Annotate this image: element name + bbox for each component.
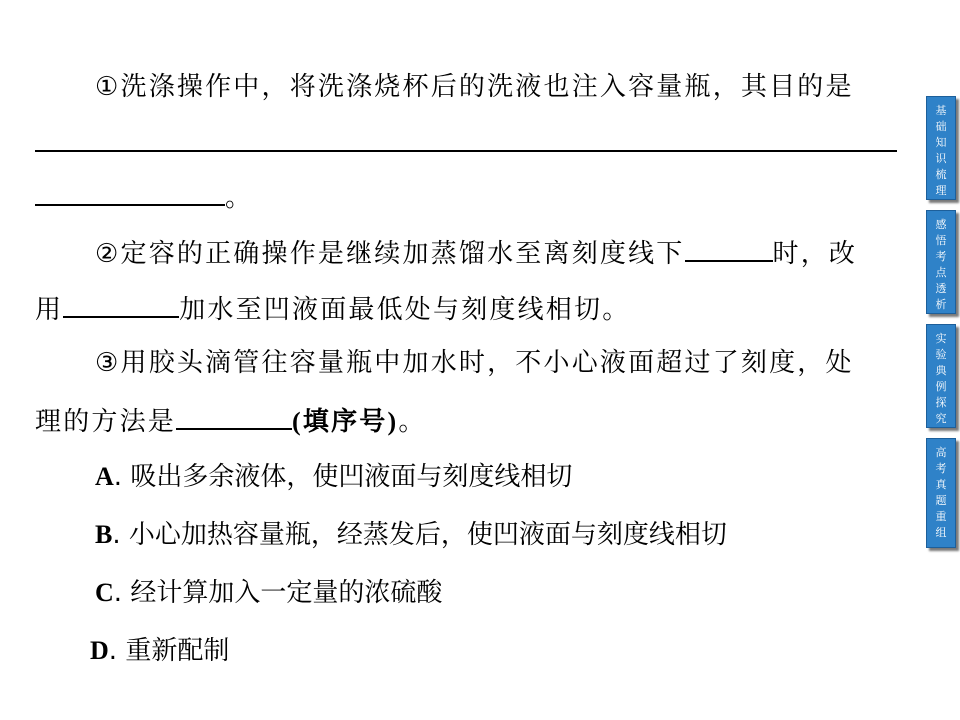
item3-answer-blank[interactable] [176,402,292,430]
option-sep: . [108,636,118,666]
nav-tab-label: 基础知识梳理 [935,104,947,197]
item3-text: ③用胶头滴管往容量瓶中加水时，不小心液面超过了刻度，处 [95,348,854,378]
item3-line1 [95,346,854,380]
item1-line1 [95,70,854,104]
item2-distance-blank[interactable] [685,234,773,262]
item3-line2-before: 理的方法是 [35,407,177,437]
item2-line1 [95,234,857,271]
option-d[interactable] [90,634,229,668]
item2-tool-blank[interactable] [63,290,179,318]
option-letter: C [95,578,114,607]
option-b[interactable] [95,518,727,552]
item2-line2-after: 加水至凹液面最低处与刻度线相切。 [179,295,631,325]
item3-line2 [35,402,427,439]
item2-text-before: ②定容的正确操作是继续加蒸馏水至离刻度线下 [95,239,685,269]
option-a[interactable] [95,460,572,494]
option-sep: . [113,578,123,608]
option-c[interactable] [95,576,442,610]
option-letter: D [90,636,109,665]
nav-tab-label: 高考真题重组 [935,446,947,539]
option-sep: . [112,520,121,550]
item3-paren: (填序号) [292,407,399,436]
nav-tab-experiment-examples[interactable] [926,324,956,428]
option-sep: . [113,462,123,492]
item1-line3 [35,178,251,215]
item1-answer-blank-tail[interactable] [35,178,225,206]
nav-tab-key-points[interactable] [926,210,956,314]
item1-text: ①洗涤操作中，将洗涤烧杯后的洗液也注入容量瓶，其目的是 [95,72,854,102]
item1-tail: 。 [225,183,252,213]
item2-line2 [35,290,630,327]
option-letter: A [95,462,114,491]
nav-tab-label: 感悟考点透析 [935,218,947,311]
option-text: 小心加热容量瓶，经蒸发后，使凹液面与刻度线相切 [128,520,727,550]
nav-tab-label: 实验典例探究 [935,332,947,425]
item2-line2-before: 用 [35,295,64,325]
option-text: 经计算加入一定量的浓硫酸 [130,578,443,608]
item2-text-after: 时，改 [772,239,858,269]
option-text: 吸出多余液体，使凹液面与刻度线相切 [130,462,573,492]
option-text: 重新配制 [125,636,230,666]
nav-tab-basic-knowledge[interactable] [926,96,956,200]
option-letter: B [95,520,113,549]
item3-line2-after: 。 [398,407,427,437]
nav-tab-exam-questions[interactable] [926,438,956,548]
item1-answer-blank-line[interactable] [35,150,897,152]
